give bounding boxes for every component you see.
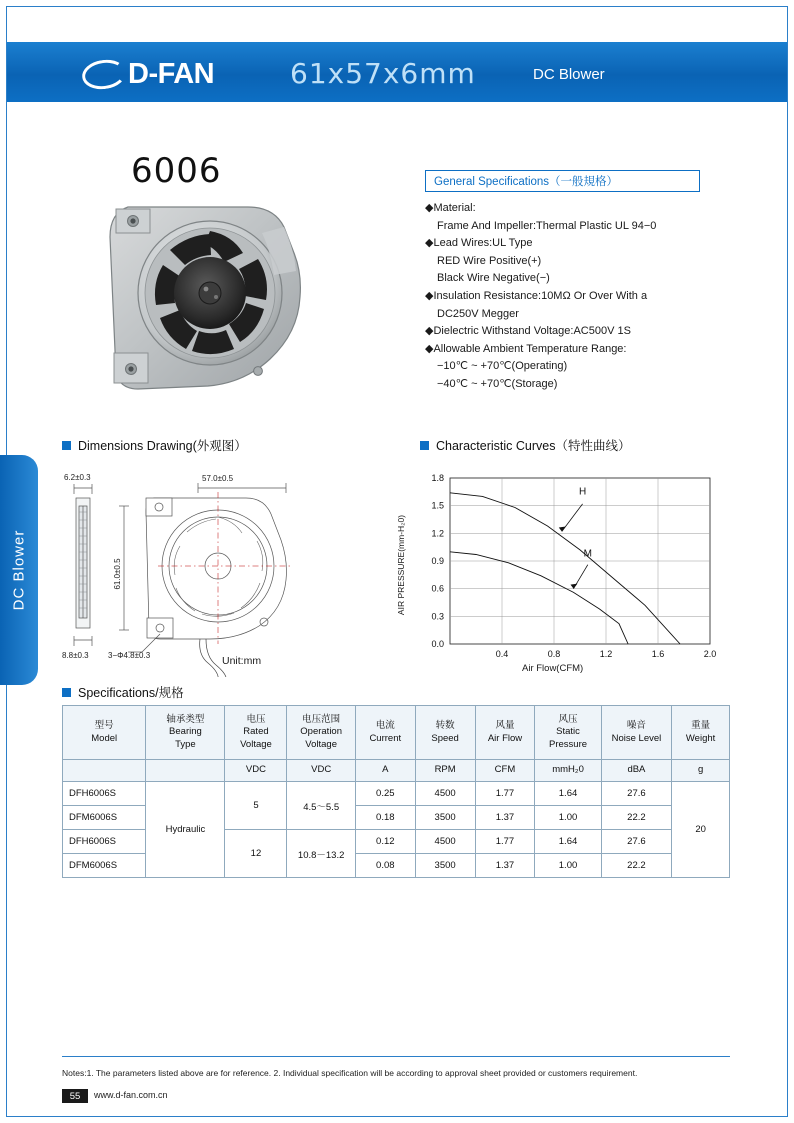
table-cell: 3500 — [415, 806, 475, 830]
table-header-cell: 噪音 Noise Level — [601, 706, 672, 760]
page-number-badge: 55 — [62, 1089, 88, 1103]
product-size: 61x57x6mm — [290, 57, 476, 90]
dim-thickness-left-label: 6.2±0.3 — [64, 473, 91, 482]
general-specifications-title-box — [425, 170, 700, 192]
svg-text:2.0: 2.0 — [703, 649, 717, 659]
brand-logo — [82, 57, 214, 91]
curves-section-title — [420, 436, 630, 454]
dim-mount-bottom-label: 8.8±0.3 — [62, 651, 89, 660]
table-cell: 1.77 — [475, 782, 535, 806]
table-cell: DFH6006S — [63, 830, 146, 854]
general-spec-line: ◆Insulation Resistance:10MΩ Or Over With a — [425, 289, 648, 302]
general-spec-line: RED Wire Positive(+) — [437, 254, 542, 267]
general-spec-line: Black Wire Negative(−) — [437, 272, 550, 285]
square-bullet-icon — [420, 441, 429, 450]
table-unit-cell: g — [672, 760, 730, 782]
table-header-cell: 型号 Model — [63, 706, 146, 760]
chart-x-axis-label: Air Flow(CFM) — [522, 663, 584, 674]
table-cell: 0.12 — [355, 830, 415, 854]
table-cell: 4.5～5.5 — [287, 782, 355, 830]
table-cell: 22.2 — [601, 806, 672, 830]
model-number: 6006 — [131, 151, 222, 191]
table-cell: DFM6006S — [63, 806, 146, 830]
table-cell: DFM6006S — [63, 854, 146, 878]
general-specifications-title: General Specifications（一般規格） — [434, 176, 619, 188]
brand-name: D-FAN — [128, 57, 215, 90]
svg-text:1.6: 1.6 — [651, 649, 665, 659]
specifications-section-label: Specifications/规格 — [78, 686, 184, 700]
table-cell: 20 — [672, 782, 730, 878]
specifications-section-title — [62, 683, 184, 701]
table-unit-cell — [63, 760, 146, 782]
table-unit-cell: A — [355, 760, 415, 782]
table-header-cell: 电压范围 Operation Voltage — [287, 706, 355, 760]
svg-text:1.5: 1.5 — [431, 500, 444, 511]
dimensions-unit-label: Unit:mm — [222, 655, 262, 667]
table-unit-cell — [146, 760, 225, 782]
table-header-cell: 轴承类型 Bearing Type — [146, 706, 225, 760]
side-tab-label: DC Blower — [10, 529, 28, 611]
table-header-row — [63, 706, 730, 760]
svg-text:1.8: 1.8 — [431, 473, 444, 483]
table-cell: 3500 — [415, 854, 475, 878]
specifications-table — [62, 705, 730, 878]
table-cell: 0.18 — [355, 806, 415, 830]
dimensions-drawing — [50, 462, 390, 677]
dim-holes-label: 3−Φ4.8±0.3 — [108, 651, 151, 660]
table-cell: 27.6 — [601, 830, 672, 854]
dimensions-section-label: Dimensions Drawing(外观图） — [78, 439, 247, 453]
svg-text:0.9: 0.9 — [431, 556, 444, 566]
svg-text:1.2: 1.2 — [431, 528, 444, 539]
square-bullet-icon — [62, 441, 71, 450]
general-spec-line: −10℃ ~ +70℃(Operating) — [437, 360, 568, 373]
table-header-cell: 重量 Weight — [672, 706, 730, 760]
general-spec-line: ◆Dielectric Withstand Voltage:AC500V 1S — [425, 325, 631, 338]
svg-text:0.4: 0.4 — [495, 649, 509, 659]
square-bullet-icon — [62, 688, 71, 697]
table-cell: 10.8－13.2 — [287, 830, 355, 878]
table-cell: DFH6006S — [63, 782, 146, 806]
table-unit-cell: VDC — [225, 760, 287, 782]
side-tab-dc-blower — [0, 455, 38, 685]
table-header-cell: 风压 Static Pressure — [535, 706, 601, 760]
footer-divider — [62, 1056, 730, 1057]
dim-height-label: 61.0±0.5 — [113, 558, 122, 590]
dim-width-label: 57.0±0.5 — [202, 474, 234, 483]
dimensions-section-title — [62, 436, 247, 454]
table-cell: 27.6 — [601, 782, 672, 806]
table-cell: 4500 — [415, 830, 475, 854]
table-unit-row — [63, 760, 730, 782]
table-cell: 1.00 — [535, 806, 601, 830]
table-cell: 0.25 — [355, 782, 415, 806]
curves-section-label: Characteristic Curves（特性曲线） — [436, 439, 631, 453]
table-cell: 12 — [225, 830, 287, 878]
table-cell: 1.77 — [475, 830, 535, 854]
general-spec-line: DC250V Megger — [437, 307, 519, 320]
table-unit-cell: VDC — [287, 760, 355, 782]
table-unit-cell: CFM — [475, 760, 535, 782]
svg-text:0.8: 0.8 — [547, 649, 561, 659]
footer-url: www.d-fan.com.cn — [94, 1090, 168, 1100]
table-unit-cell: RPM — [415, 760, 475, 782]
svg-text:0.6: 0.6 — [431, 583, 444, 594]
table-header-cell: 电流 Current — [355, 706, 415, 760]
table-cell: 1.37 — [475, 854, 535, 878]
table-cell: 1.37 — [475, 806, 535, 830]
chart-y-axis-label: AIR PRESSURE(mm-H₂0) — [396, 514, 406, 615]
footer-notes: Notes:1. The parameters listed above are for reference. 2. Individual specification will be according to approval sheet provided or customers requirement. — [62, 1068, 638, 1078]
table-unit-cell: mmH₂0 — [535, 760, 601, 782]
product-photo — [98, 193, 306, 405]
general-spec-line: −40℃ ~ +70℃(Storage) — [437, 377, 558, 390]
table-header-cell: 转数 Speed — [415, 706, 475, 760]
svg-text:M: M — [583, 548, 592, 560]
svg-text:1.2: 1.2 — [599, 649, 613, 659]
logo-ellipse-icon — [80, 57, 128, 92]
general-spec-line: Frame And Impeller:Thermal Plastic UL 94−0 — [437, 219, 657, 232]
general-spec-line: ◆Material: — [425, 202, 476, 214]
table-cell: 4500 — [415, 782, 475, 806]
general-specifications-list — [425, 200, 725, 394]
product-type: DC Blower — [533, 66, 605, 83]
general-spec-line: ◆Allowable Ambient Temperature Range: — [425, 342, 627, 355]
table-cell: 22.2 — [601, 854, 672, 878]
table-unit-cell: dBA — [601, 760, 672, 782]
table-row — [63, 782, 730, 806]
svg-text:0.0: 0.0 — [431, 639, 444, 649]
characteristic-curves-chart — [398, 462, 728, 682]
table-cell: 1.64 — [535, 830, 601, 854]
svg-text:0.3: 0.3 — [431, 611, 444, 622]
table-header-cell: 风量 Air Flow — [475, 706, 535, 760]
table-cell: Hydraulic — [146, 782, 225, 878]
table-cell: 5 — [225, 782, 287, 830]
table-cell: 0.08 — [355, 854, 415, 878]
table-cell: 1.00 — [535, 854, 601, 878]
table-cell: 1.64 — [535, 782, 601, 806]
general-spec-line: ◆Lead Wires:UL Type — [425, 237, 533, 250]
table-header-cell: 电压 Rated Voltage — [225, 706, 287, 760]
svg-text:H: H — [578, 486, 587, 498]
